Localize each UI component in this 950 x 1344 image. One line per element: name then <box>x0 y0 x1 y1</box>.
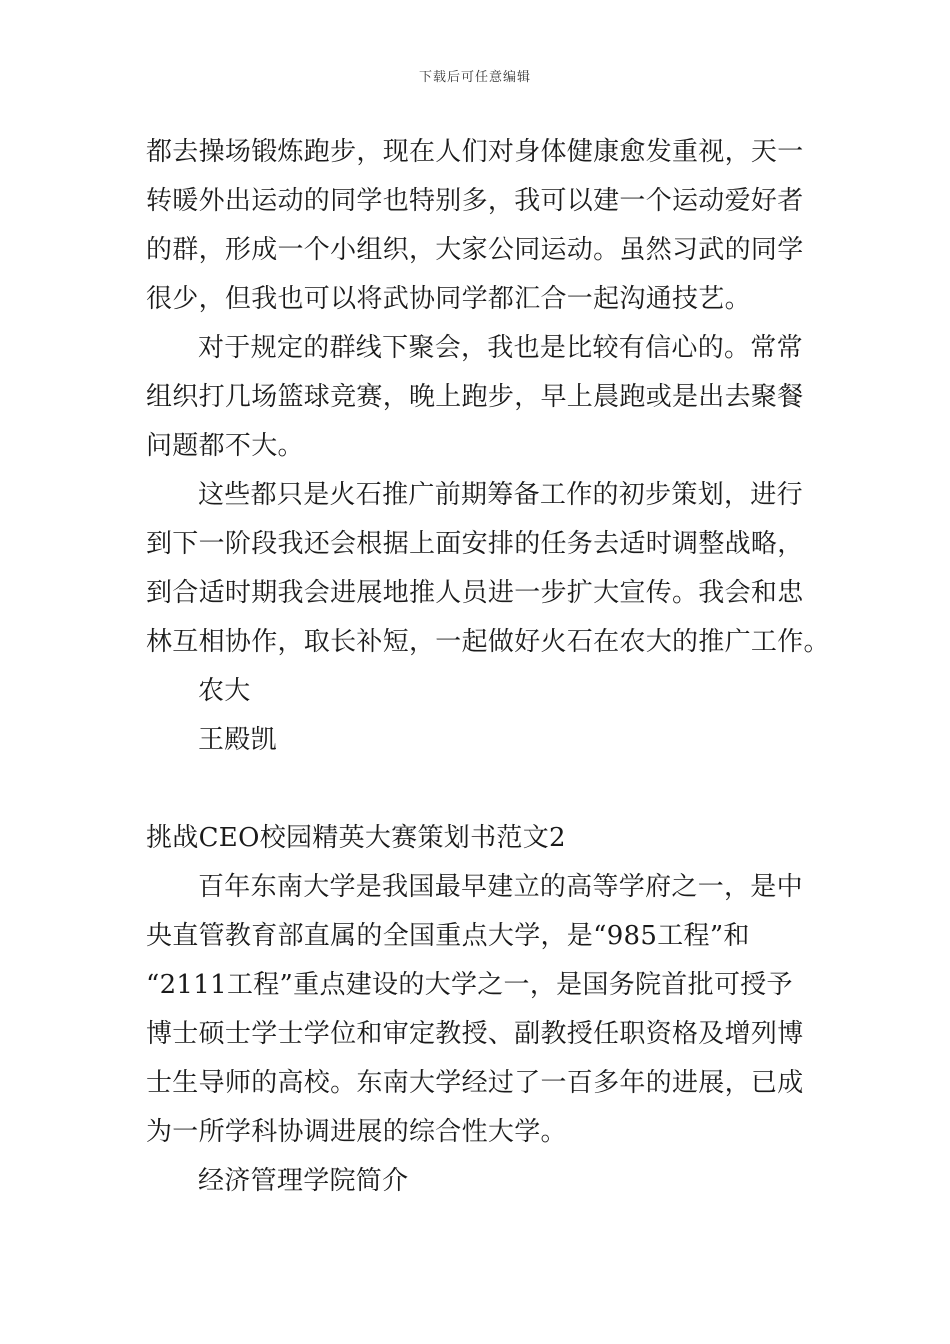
section-title: 挑战CEO校园精英大赛策划书范文2 <box>146 823 566 853</box>
body-line: 的群，形成一个小组织，大家公同运动。虽然习武的同学 <box>146 235 804 265</box>
section-spacer <box>146 765 806 814</box>
subsection-heading: 经济管理学院简介 <box>198 1166 409 1196</box>
signature-name: 王殿凯 <box>198 725 277 755</box>
paragraph-start-line: 百年东南大学是我国最早建立的高等学府之一，是中 <box>198 872 803 902</box>
body-line: 组织打几场篮球竞赛，晚上跑步，早上晨跑或是出去聚餐 <box>146 382 804 412</box>
body-line: 士生导师的高校。东南大学经过了一百多年的进展，已成 <box>146 1068 804 1098</box>
signature-organization: 农大 <box>198 676 251 706</box>
body-line: 为一所学科协调进展的综合性大学。 <box>146 1117 567 1147</box>
paragraph-start-line: 这些都只是火石推广前期筹备工作的初步策划，进行 <box>198 480 803 510</box>
body-line: 都去操场锻炼跑步，现在人们对身体健康愈发重视，天一 <box>146 137 804 167</box>
paragraph-start-line: 对于规定的群线下聚会，我也是比较有信心的。常常 <box>198 333 803 363</box>
body-line: 很少，但我也可以将武协同学都汇合一起沟通技艺。 <box>146 284 751 314</box>
document-body <box>146 128 830 1206</box>
body-line: 到下一阶段我还会根据上面安排的任务去适时调整战略， <box>146 529 804 559</box>
body-line: 问题都不大。 <box>146 431 304 461</box>
body-line: 林互相协作，取长补短，一起做好火石在农大的推广工作。 <box>146 627 830 657</box>
body-line: 到合适时期我会进展地推人员进一步扩大宣传。我会和忠 <box>146 578 804 608</box>
body-line: 博士硕士学士学位和审定教授、副教授任职资格及增列博 <box>146 1019 804 1049</box>
page-header-note: 下载后可任意编辑 <box>418 70 531 85</box>
body-line: “2111工程”重点建设的大学之一，是国务院首批可授予 <box>146 970 793 1000</box>
body-line: 转暖外出运动的同学也特别多，我可以建一个运动爱好者 <box>146 186 804 216</box>
body-line: 央直管教育部直属的全国重点大学，是“985工程”和 <box>146 921 750 951</box>
